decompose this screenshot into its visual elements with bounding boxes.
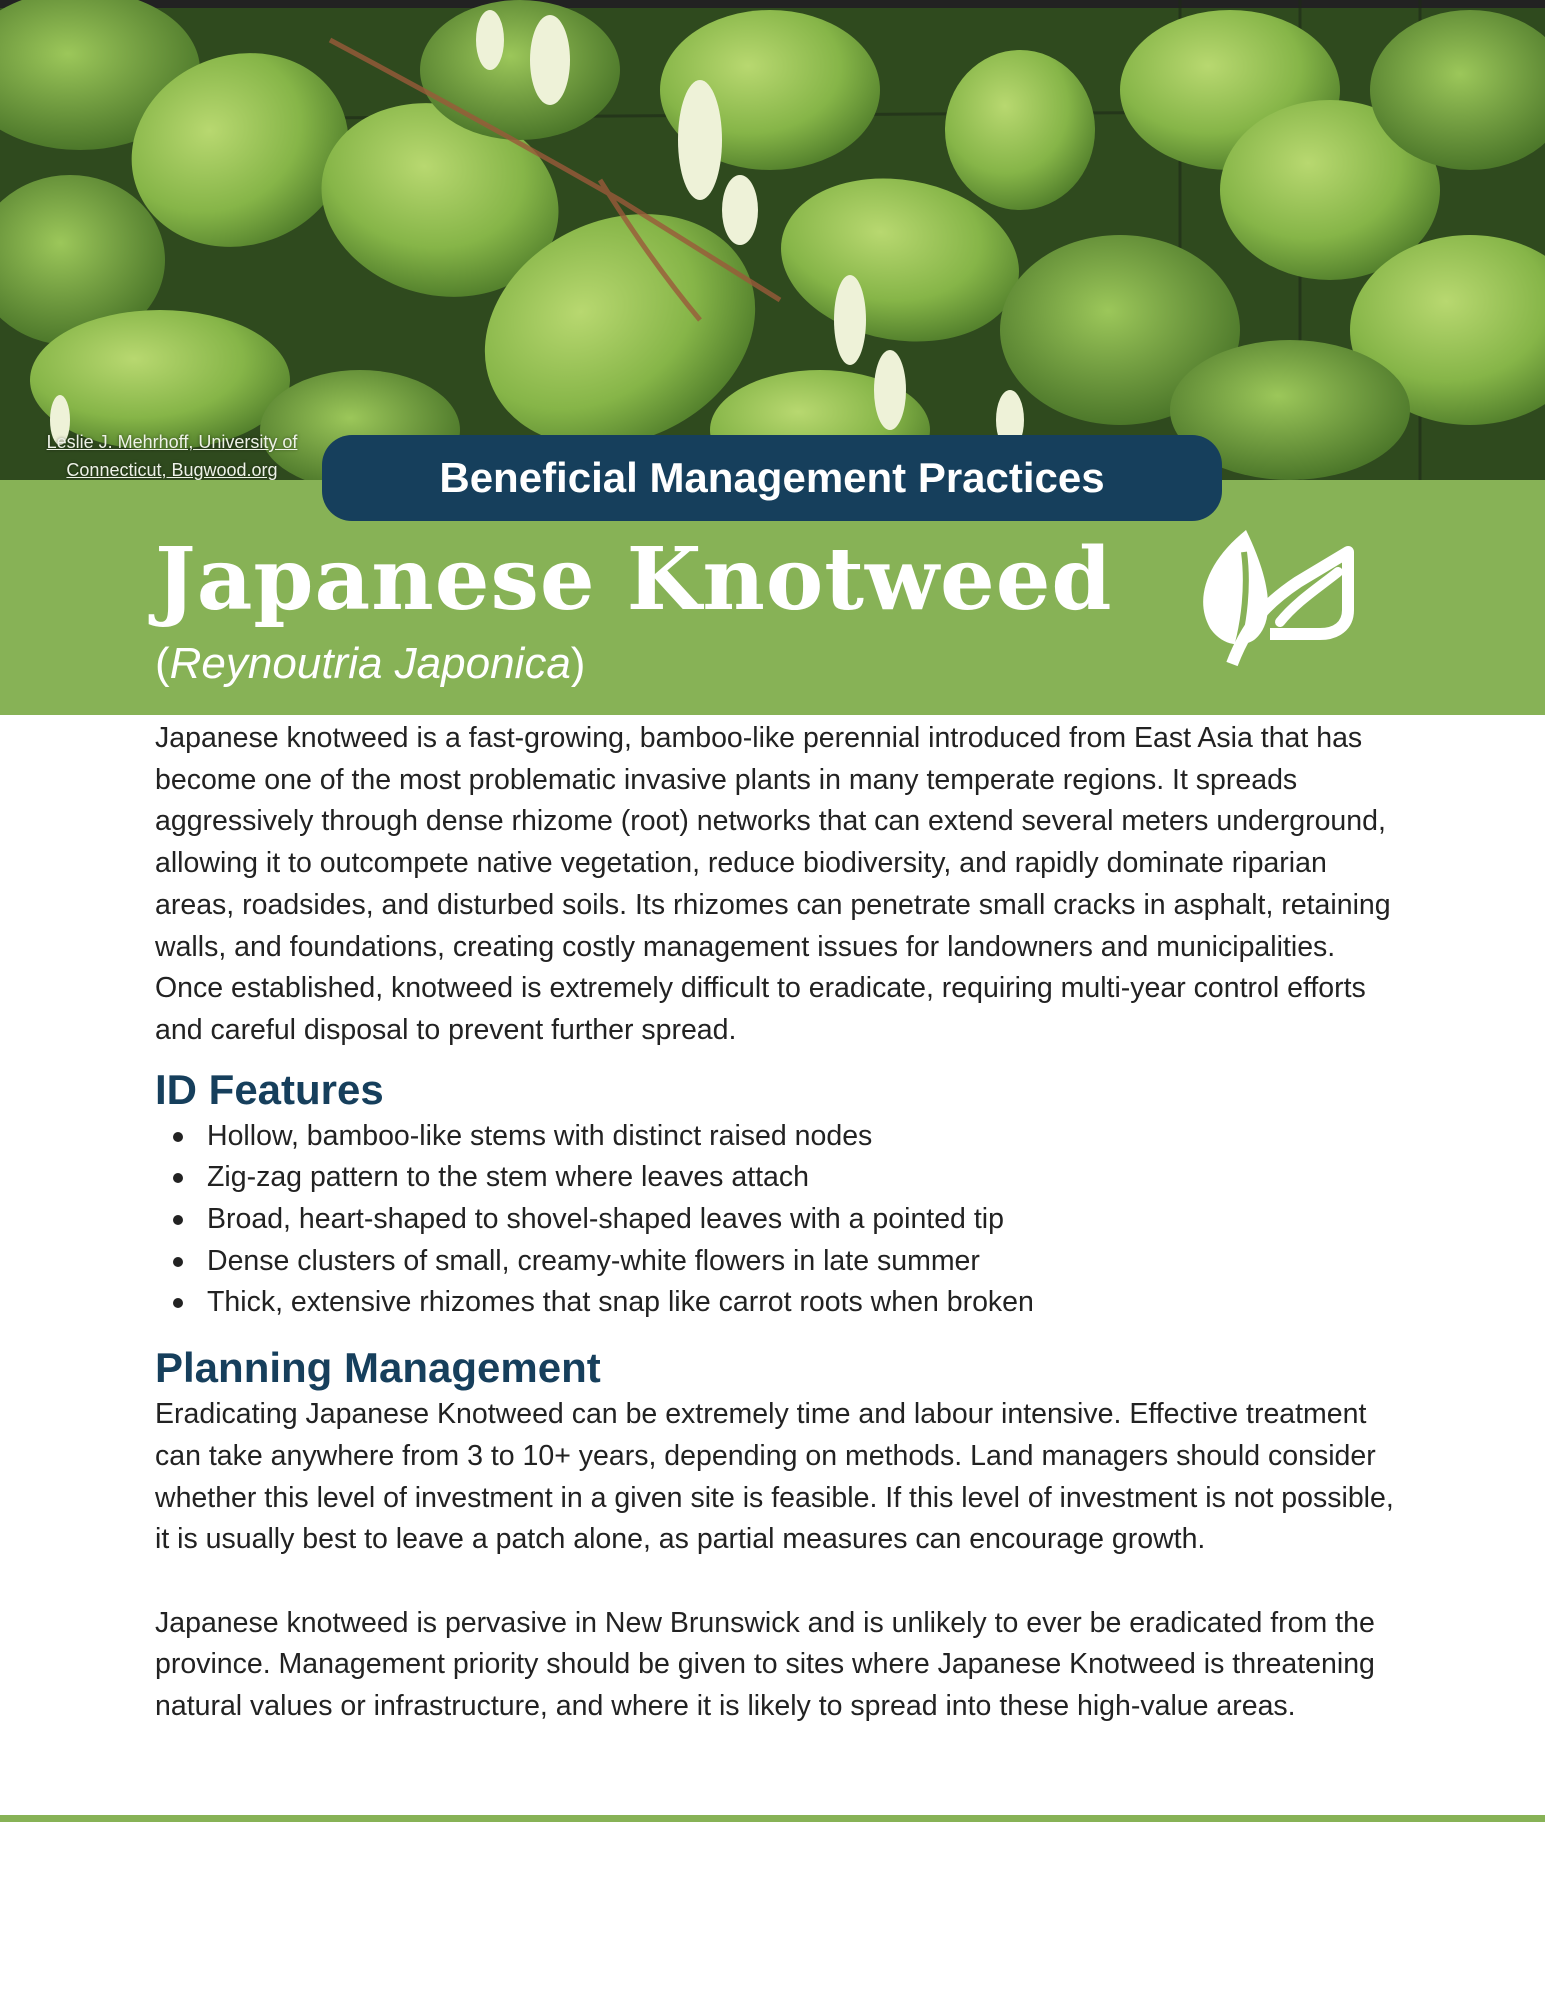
list-item: Broad, heart-shaped to shovel-shaped leaves with a pointed tip <box>155 1199 1400 1241</box>
bullet-icon <box>173 1173 183 1183</box>
list-item: Zig-zag pattern to the stem where leaves attach <box>155 1157 1400 1199</box>
list-item: Hollow, bamboo-like stems with distinct raised nodes <box>155 1116 1400 1158</box>
id-features-heading: ID Features <box>155 1065 384 1113</box>
scientific-name-close: ) <box>570 639 586 688</box>
photo-credit-line1: Leslie J. Mehrhoff, University of <box>46 432 298 452</box>
planning-heading: Planning Management <box>155 1344 601 1392</box>
scientific-name-open: ( <box>155 639 170 688</box>
list-item: Dense clusters of small, creamy-white flowers in late summer <box>155 1241 1400 1283</box>
leaf-icon <box>1188 522 1358 677</box>
planning-paragraph-2: Japanese knotweed is pervasive in New Brunswick and is unlikely to ever be eradicated from the province. Management priority should be given to sites where Japanese Knotweed is threatening natural values or infrastructure, and where it is likely to spread into these high-value areas. <box>155 1606 1375 1723</box>
bullet-icon <box>173 1215 183 1225</box>
bmp-banner <box>322 435 1222 521</box>
bullet-icon <box>173 1298 183 1308</box>
footer-divider <box>0 1815 1545 1822</box>
photo-credit-line2: Connecticut, Bugwood.org <box>66 460 278 480</box>
main-content <box>155 718 1400 1728</box>
bullet-icon <box>173 1257 183 1267</box>
photo-credit[interactable] <box>22 428 322 480</box>
hero-photo <box>0 0 1545 480</box>
list-item: Thick, extensive rhizomes that snap like carrot roots when broken <box>155 1282 1400 1324</box>
page-title: Japanese Knotweed <box>155 529 1113 630</box>
scientific-name <box>155 638 585 690</box>
intro-paragraph: Japanese knotweed is a fast-growing, bamboo-like perennial introduced from East Asia that has become one of the most problematic invasive plants in many temperate regions. It spreads aggressively through dense rhizome (root) networks that can extend several meters underground, allowing it to outcompete native vegetation, reduce biodiversity, and rapidly dominate riparian areas, roadsides, and disturbed soils. Its rhizomes can penetrate small cracks in asphalt, retaining walls, and foundations, creating costly management issues for landowners and municipalities. Once established, knotweed is extremely difficult to eradicate, requiring multi-year control efforts and careful disposal to prevent further spread. <box>155 722 1391 1046</box>
bmp-banner-label: Beneficial Management Practices <box>439 454 1105 501</box>
bullet-icon <box>173 1132 183 1142</box>
planning-paragraph-1: Eradicating Japanese Knotweed can be extremely time and labour intensive. Effective treatment can take anywhere from 3 to 10+ years, depending on methods. Land managers should consider whether this level of investment in a given site is feasible. If this level of investment is not possible, it is usually best to leave a patch alone, as partial measures can encourage growth. <box>155 1398 1394 1556</box>
paragraph-gap <box>155 1561 1400 1603</box>
knotweed-photo-illustration <box>0 0 1545 480</box>
scientific-name-latin: Reynoutria Japonica <box>169 639 571 688</box>
id-features-list <box>155 1116 1400 1325</box>
